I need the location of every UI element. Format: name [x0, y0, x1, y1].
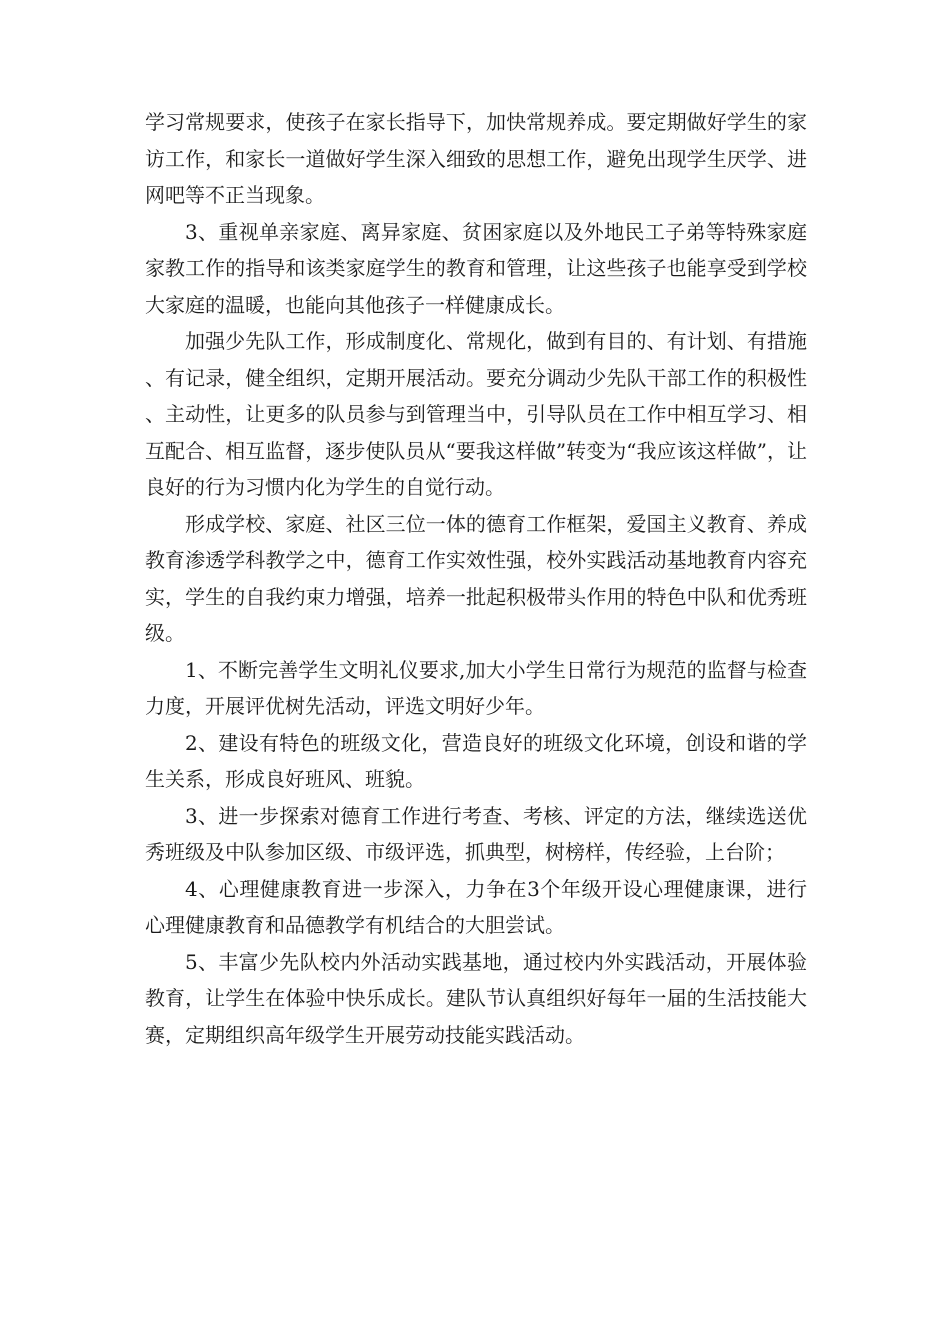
- paragraph-moral-education-framework: 形成学校、家庭、社区三位一体的德育工作框架，爱国主义教育、养成教育渗透学科教学之中，德育工作实效性强，校外实践活动基地教育内容充实，学生的自我约束力增强，培养一批起积极带头作用的特色中队和优秀班级。: [145, 511, 807, 645]
- paragraph-continuation: 学习常规要求，使孩子在家长指导下，加快常规养成。要定期做好学生的家访工作，和家长一道做好学生深入细致的思想工作，避免出现学生厌学、进网吧等不正当现象。: [145, 110, 807, 207]
- paragraph-item-3-evaluation: 3、进一步探索对德育工作进行考查、考核、评定的方法，继续选送优秀班级及中队参加区级、市级评选，抓典型，树榜样，传经验，上台阶；: [145, 803, 807, 864]
- paragraph-item-2-class-culture: 2、建设有特色的班级文化，营造良好的班级文化环境，创设和谐的学生关系，形成良好班风、班貌。: [145, 730, 807, 791]
- paragraph-young-pioneers: 加强少先队工作，形成制度化、常规化，做到有目的、有计划、有措施、有记录，健全组织，定期开展活动。要充分调动少先队干部工作的积极性、主动性，让更多的队员参与到管理当中，引导队员在工作中相互学习、相互配合、相互监督，逐步使队员从“要我这样做”转变为“我应该这样做”，让良好的行为习惯内化为学生的自觉行动。: [145, 329, 807, 499]
- paragraph-item-5-practice-base: 5、丰富少先队校内外活动实践基地，通过校内外实践活动，开展体验教育，让学生在体验中快乐成长。建队节认真组织好每年一届的生活技能大赛，定期组织高年级学生开展劳动技能实践活动。: [145, 949, 807, 1047]
- paragraph-item-3-special-families: 3、重视单亲家庭、离异家庭、贫困家庭以及外地民工子弟等特殊家庭家教工作的指导和该类家庭学生的教育和管理，让这些孩子也能享受到学校大家庭的温暖，也能向其他孩子一样健康成长。: [145, 219, 807, 317]
- document-page: [145, 104, 807, 1053]
- paragraph-item-4-mental-health: 4、心理健康教育进一步深入，力争在3个年级开设心理健康课，进行心理健康教育和品德教学有机结合的大胆尝试。: [145, 876, 807, 937]
- paragraph-item-1-etiquette: 1、不断完善学生文明礼仪要求,加大小学生日常行为规范的监督与检查力度，开展评优树先活动，评选文明好少年。: [145, 657, 807, 718]
